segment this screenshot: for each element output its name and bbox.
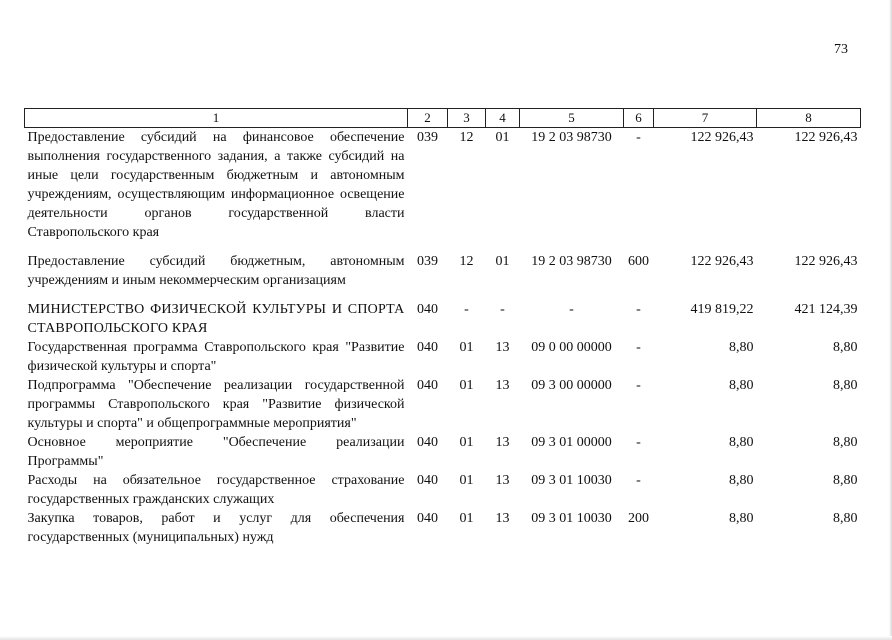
row-description: МИНИСТЕРСТВО ФИЗИЧЕСКОЙ КУЛЬТУРЫ И СПОРТА СТАВРОПОЛЬСКОГО КРАЯ — [27, 302, 405, 336]
column-header: 8 — [757, 109, 861, 128]
row-description: Государственная программа Ставропольского края "Развитие физической культуры и спорта" — [27, 340, 405, 374]
amount-col7: 8,80 — [729, 378, 754, 393]
target-article-code: 19 2 03 98730 — [531, 254, 612, 269]
subsection-code: 13 — [495, 511, 510, 526]
budget-table — [24, 108, 861, 547]
amount-col7: 122 926,43 — [690, 254, 754, 269]
column-header: 2 — [408, 109, 448, 128]
ministry-code: 040 — [417, 378, 438, 393]
subsection-code: - — [500, 302, 505, 317]
amount-col7: 8,80 — [729, 340, 754, 355]
ministry-code: 039 — [417, 130, 438, 145]
scan-bottom-shadow — [0, 636, 892, 640]
amount-col8: 8,80 — [833, 378, 858, 393]
table-row — [25, 433, 861, 471]
table-row — [25, 376, 861, 433]
target-article-code: 09 3 01 10030 — [531, 511, 612, 526]
row-description: Основное мероприятие "Обеспечение реализации Программы" — [27, 435, 405, 469]
expense-type-code: - — [636, 302, 641, 317]
subsection-code: 13 — [495, 473, 510, 488]
expense-type-code: - — [636, 130, 641, 145]
section-code: 01 — [459, 511, 474, 526]
page-number: 73 — [834, 42, 848, 57]
expense-type-code: - — [636, 340, 641, 355]
column-header: 5 — [520, 109, 624, 128]
amount-col8: 122 926,43 — [794, 130, 858, 145]
amount-col8: 421 124,39 — [794, 302, 858, 317]
row-description: Подпрограмма "Обеспечение реализации государственной программы Ставропольского края "Развитие физической культуры и спорта" и общепрограммные мероприятия" — [27, 378, 405, 431]
ministry-code: 040 — [417, 473, 438, 488]
table-row — [25, 471, 861, 509]
subsection-code: 01 — [495, 254, 510, 269]
row-description: Закупка товаров, работ и услуг для обеспечения государственных (муниципальных) нужд — [27, 511, 405, 545]
amount-col7: 419 819,22 — [690, 302, 754, 317]
column-header: 6 — [624, 109, 654, 128]
ministry-code: 040 — [417, 340, 438, 355]
section-code: 01 — [459, 435, 474, 450]
column-header: 3 — [448, 109, 486, 128]
table-row — [25, 300, 861, 338]
column-header: 4 — [486, 109, 520, 128]
expense-type-code: - — [636, 473, 641, 488]
table-row — [25, 338, 861, 376]
expense-type-code: - — [636, 435, 641, 450]
target-article-code: 09 3 00 00000 — [531, 378, 612, 393]
target-article-code: 09 0 00 00000 — [531, 340, 612, 355]
target-article-code: 19 2 03 98730 — [531, 130, 612, 145]
section-code: - — [464, 302, 469, 317]
amount-col8: 122 926,43 — [794, 254, 858, 269]
subsection-code: 01 — [495, 130, 510, 145]
table-row — [25, 128, 861, 253]
amount-col7: 8,80 — [729, 435, 754, 450]
expense-type-code: 200 — [628, 511, 649, 526]
section-code: 12 — [459, 130, 474, 145]
section-code: 01 — [459, 378, 474, 393]
ministry-code: 040 — [417, 511, 438, 526]
table-row — [25, 509, 861, 547]
subsection-code: 13 — [495, 378, 510, 393]
ministry-code: 039 — [417, 254, 438, 269]
subsection-code: 13 — [495, 435, 510, 450]
row-description: Предоставление субсидий на финансовое обеспечение выполнения государственного задания, а также субсидий на иные цели государственным бюджетным и автономным учреждениям, осуществляющим информационное освещение деятельности органов государственной власти Ставропольского края — [27, 130, 405, 240]
section-code: 12 — [459, 254, 474, 269]
column-header: 1 — [25, 109, 408, 128]
target-article-code: - — [569, 302, 574, 317]
amount-col7: 8,80 — [729, 473, 754, 488]
target-article-code: 09 3 01 00000 — [531, 435, 612, 450]
amount-col8: 8,80 — [833, 511, 858, 526]
amount-col8: 8,80 — [833, 435, 858, 450]
ministry-code: 040 — [417, 302, 438, 317]
target-article-code: 09 3 01 10030 — [531, 473, 612, 488]
section-code: 01 — [459, 340, 474, 355]
row-description: Расходы на обязательное государственное страхование государственных гражданских служащих — [27, 473, 405, 507]
row-description: Предоставление субсидий бюджетным, автономным учреждениям и иным некоммерческим организациям — [27, 254, 405, 288]
expense-type-code: - — [636, 378, 641, 393]
amount-col8: 8,80 — [833, 473, 858, 488]
column-header: 7 — [654, 109, 757, 128]
table-header-row — [25, 109, 861, 128]
expense-type-code: 600 — [628, 254, 649, 269]
subsection-code: 13 — [495, 340, 510, 355]
amount-col7: 122 926,43 — [690, 130, 754, 145]
table-row — [25, 252, 861, 300]
ministry-code: 040 — [417, 435, 438, 450]
section-code: 01 — [459, 473, 474, 488]
amount-col7: 8,80 — [729, 511, 754, 526]
amount-col8: 8,80 — [833, 340, 858, 355]
